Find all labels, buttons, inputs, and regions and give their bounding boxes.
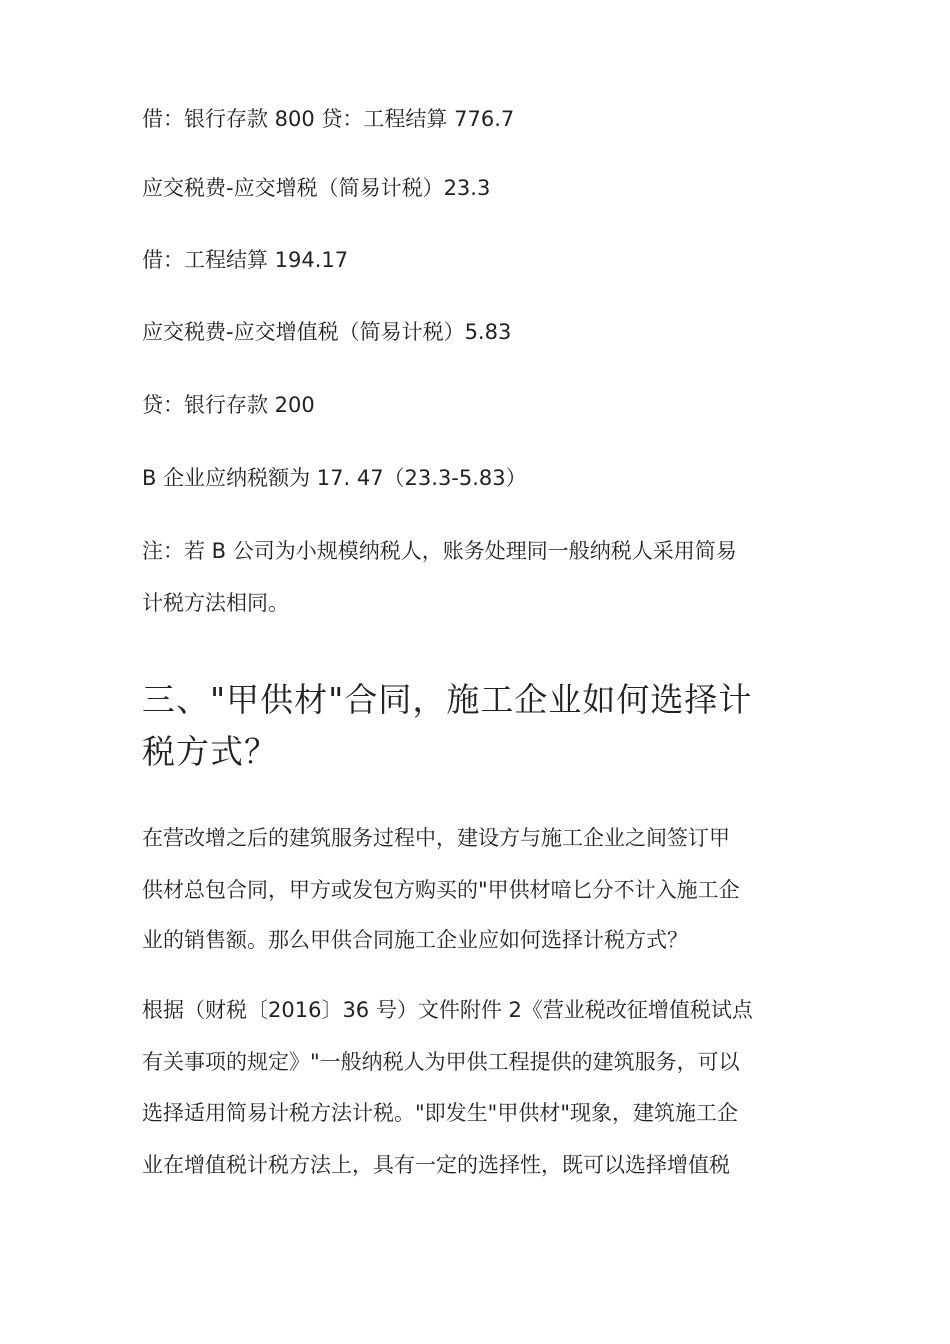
journal-line-debit-settlement: 借：工程结算 194.17 (142, 248, 349, 272)
paragraph2-line-4: 业在增值税计税方法上，具有一定的选择性，既可以选择增值税 (142, 1153, 730, 1177)
journal-line-debit-bank: 借：银行存款 800 贷：工程结算 776.7 (142, 107, 515, 131)
journal-line-vat-payable: 应交税费-应交增值税（简易计税）5.83 (142, 320, 512, 344)
journal-line-credit-bank: 贷：银行存款 200 (142, 393, 315, 417)
section-heading-line-1: 三、"甲供材"合同，施工企业如何选择计 (142, 680, 753, 719)
tax-payable-summary: B 企业应纳税额为 17. 47（23.3-5.83） (142, 466, 527, 490)
note-line-1: 注：若 B 公司为小规模纳税人，账务处理同一般纳税人采用简易 (142, 539, 737, 563)
journal-line-tax-payable: 应交税费-应交增税（简易计税）23.3 (142, 176, 491, 200)
paragraph1-line-3: 业的销售额。那么甲供合同施工企业应如何选择计税方式？ (142, 928, 688, 952)
paragraph1-line-2: 供材总包合同，甲方或发包方购买的"甲供材喑匕分不计入施工企 (142, 878, 740, 902)
note-line-2: 计税方法相同。 (142, 591, 289, 615)
paragraph2-line-3: 选择适用简易计税方法计税。"即发生"甲供材"现象，建筑施工企 (142, 1101, 738, 1125)
paragraph2-line-2: 有关事项的规定》"一般纳税人为甲供工程提供的建筑服务，可以 (142, 1050, 740, 1074)
paragraph2-line-1: 根据（财税〔2016〕36 号）文件附件 2《营业税改征增值税试点 (142, 998, 753, 1022)
section-heading-line-2: 税方式？ (142, 732, 278, 771)
paragraph1-line-1: 在营改增之后的建筑服务过程中，建设方与施工企业之间签订甲 (142, 826, 730, 850)
